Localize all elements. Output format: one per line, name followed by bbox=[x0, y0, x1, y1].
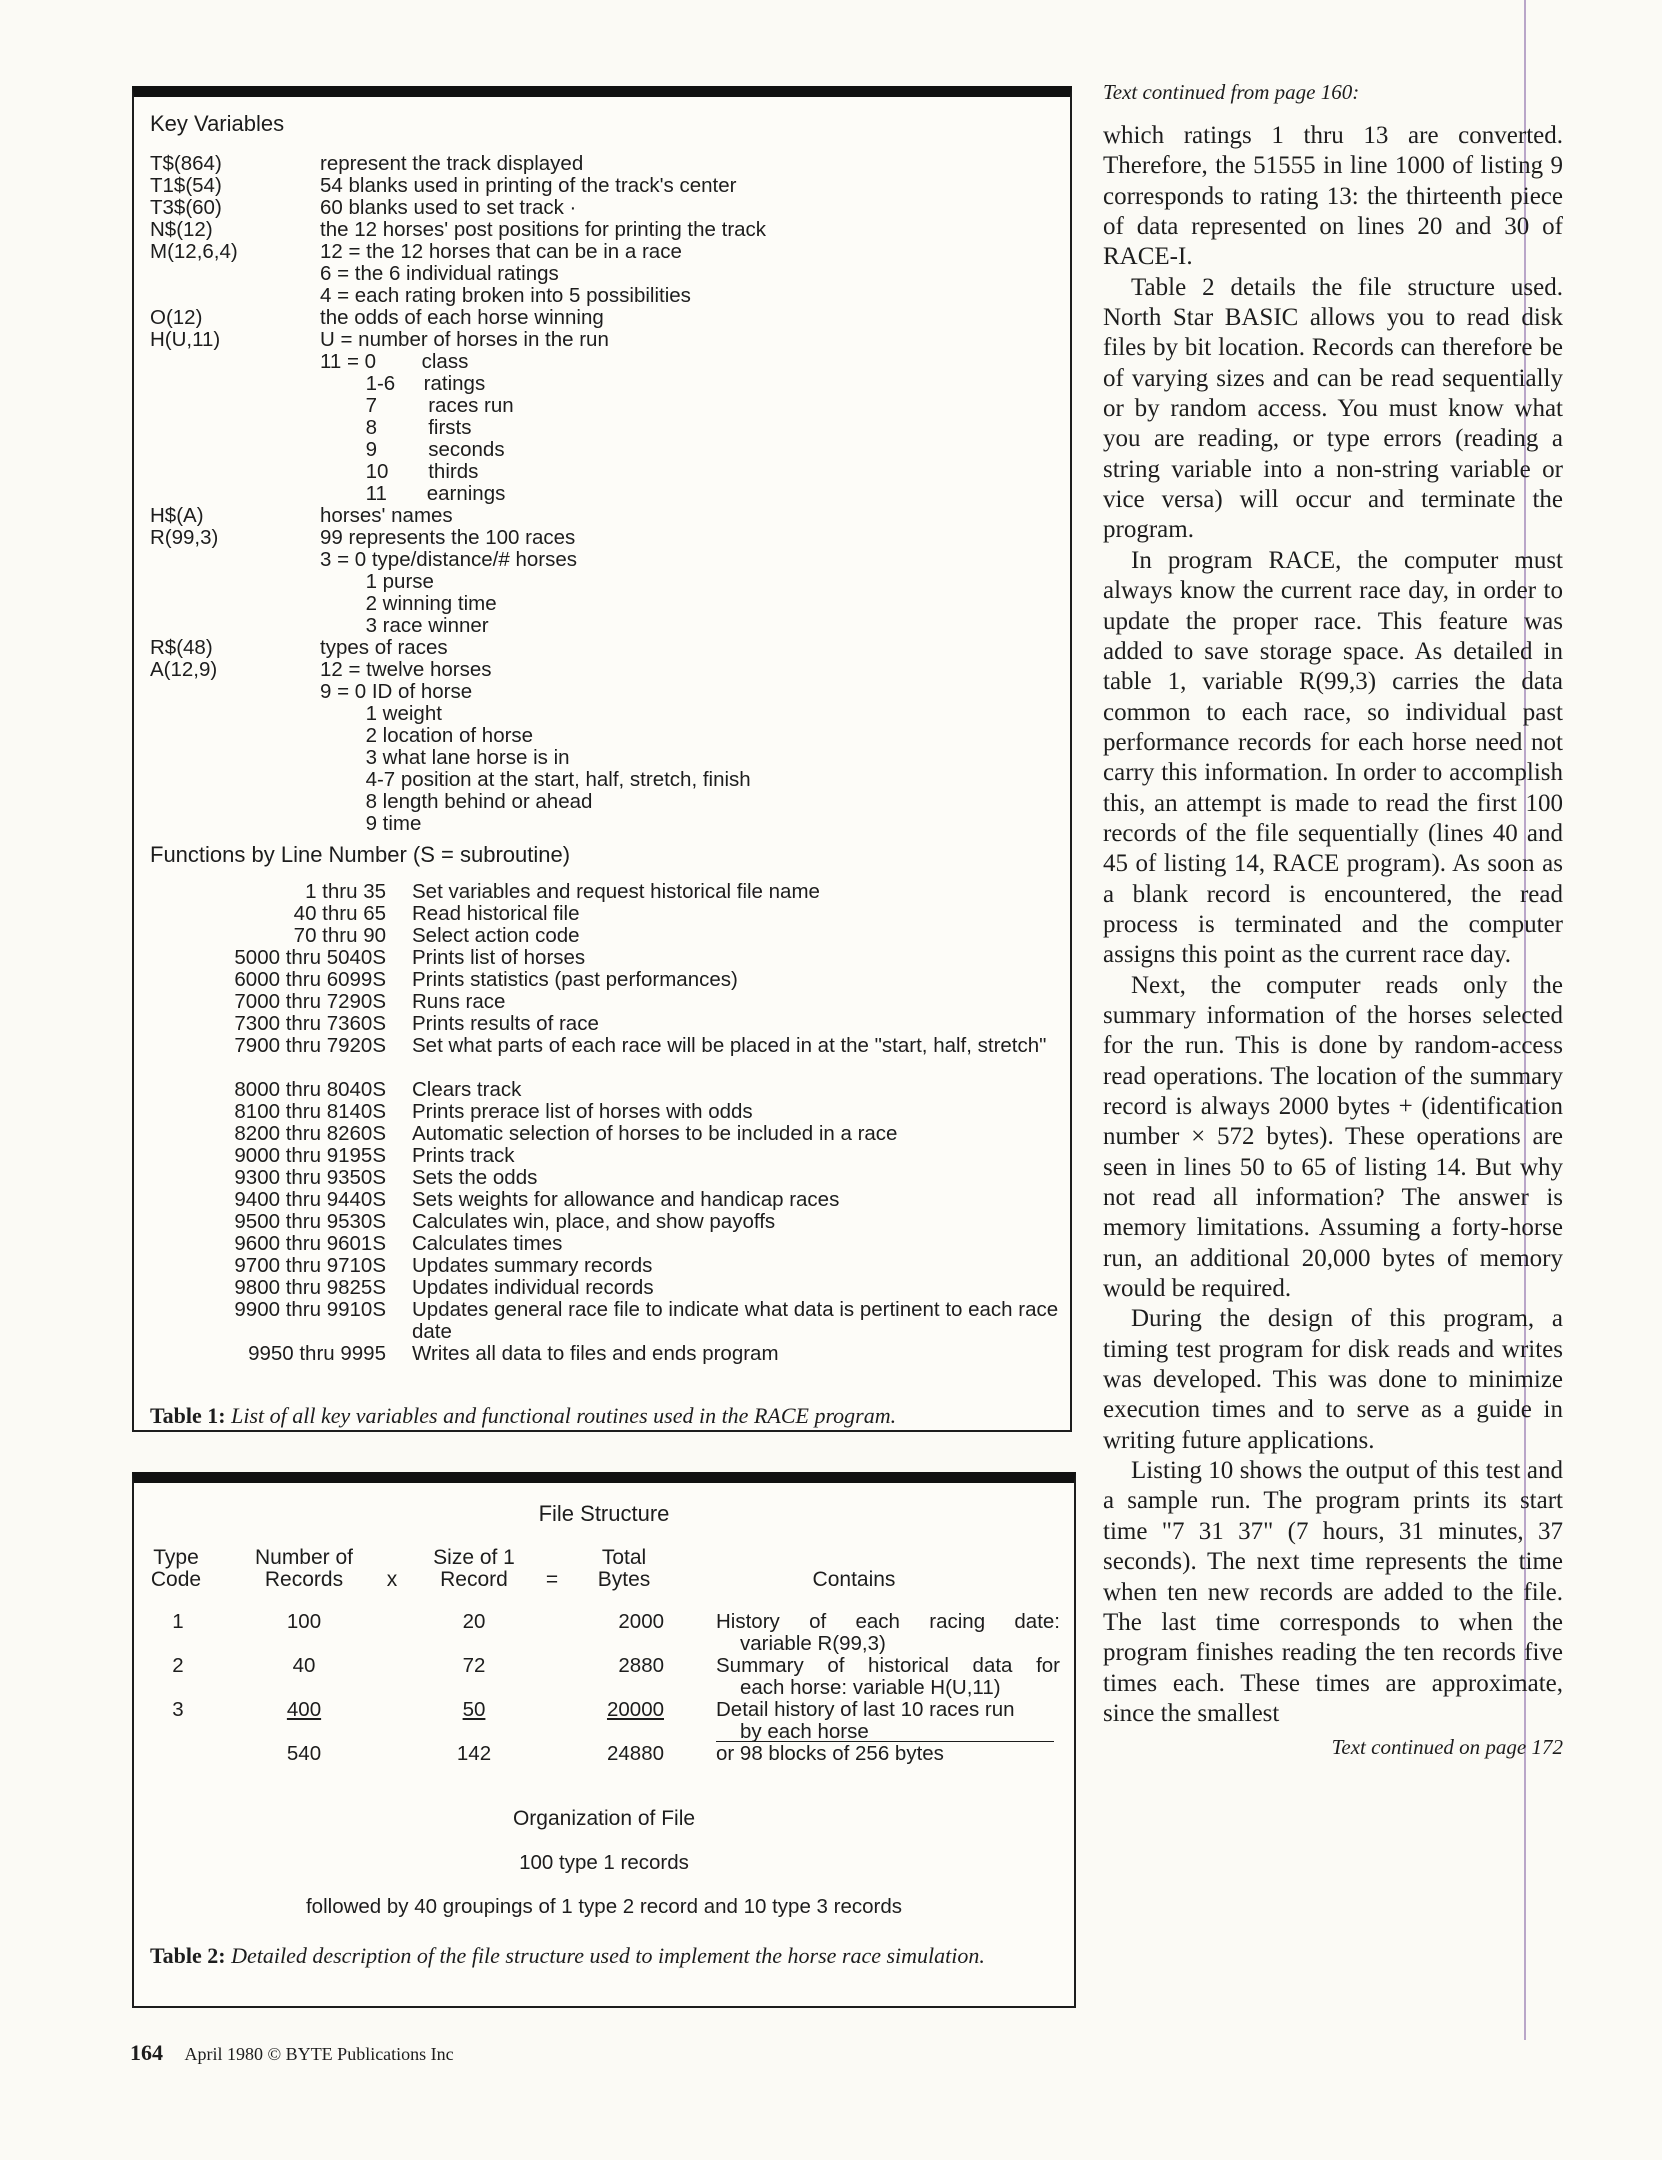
function-description: Prints prerace list of horses with odds bbox=[412, 1100, 753, 1123]
row3-records: 400 bbox=[286, 1698, 322, 1721]
key-variable-name: T$(864) bbox=[150, 152, 222, 175]
continued-from: Text continued from page 160: bbox=[1103, 80, 1360, 104]
table-2-caption-label: Table 2: bbox=[150, 1943, 226, 1968]
key-variable-desc: 2 location of horse bbox=[320, 724, 534, 747]
totals-total: 24880 bbox=[606, 1742, 664, 1765]
header-number-of-records: Number of Records bbox=[254, 1546, 354, 1591]
function-line-range: 9950 thru 9995 bbox=[248, 1342, 386, 1365]
row1-contains: History of each racing date: variable R(99,3) bbox=[716, 1610, 1060, 1655]
function-line-range: 9300 thru 9350S bbox=[234, 1166, 386, 1189]
key-variable-desc: 3 race winner bbox=[320, 614, 489, 637]
header-times: x bbox=[386, 1568, 398, 1591]
row1-records: 100 bbox=[286, 1610, 322, 1633]
functions-title: Functions by Line Number (S = subroutine) bbox=[150, 842, 571, 867]
row3-contains: Detail history of last 10 races run by each horse bbox=[716, 1698, 1015, 1743]
function-description: Prints results of race bbox=[412, 1012, 599, 1035]
key-variable-name: T3$(60) bbox=[150, 196, 222, 219]
key-variable-desc: 9 = 0 ID of horse bbox=[320, 680, 473, 703]
row3-total: 20000 bbox=[606, 1698, 664, 1721]
key-variable-desc: U = number of horses in the run bbox=[320, 328, 609, 351]
organization-line-1: 100 type 1 records bbox=[519, 1851, 689, 1874]
key-variable-desc: 12 = the 12 horses that can be in a race bbox=[320, 240, 682, 263]
header-type-code: Type Code bbox=[150, 1546, 202, 1591]
function-line-range: 5000 thru 5040S bbox=[234, 946, 386, 969]
header-equals: = bbox=[545, 1568, 559, 1591]
function-line-range: 9500 thru 9530S bbox=[234, 1210, 386, 1233]
key-variable-desc: 54 blanks used in printing of the track's center bbox=[320, 174, 737, 197]
totals-records: 540 bbox=[286, 1742, 322, 1765]
article-paragraph: which ratings 1 thru 13 are converted. Therefore, the 51555 in line 1000 of listing 9 corresponds to rating 13: the thirteenth piece of data represented on lines 20 and 30 of RACE-I. bbox=[1103, 122, 1563, 271]
key-variable-desc: horses' names bbox=[320, 504, 453, 527]
key-variable-desc: 11 = 0 class bbox=[320, 350, 469, 373]
key-variable-name: R$(48) bbox=[150, 636, 213, 659]
key-variable-desc: 10 thirds bbox=[320, 460, 479, 483]
header-contains: Contains bbox=[812, 1568, 896, 1591]
article-paragraph: Next, the computer reads only the summary information of the horses selected for the run. This is done by random-access read operations. The location of the summary record is always 2000 bytes + (identification number × 572 bytes). These operations are seen in lines 50 to 65 of listing 14. But why not read all information? The answer is memory limitations. Assuming a forty-horse run, an additional 20,000 bytes of memory would be required. bbox=[1103, 971, 1563, 1303]
function-line-range: 9600 thru 9601S bbox=[234, 1232, 386, 1255]
function-line-range: 9700 thru 9710S bbox=[234, 1254, 386, 1277]
continued-on: Text continued on page 172 bbox=[1331, 1735, 1563, 1760]
organization-title: Organization of File bbox=[512, 1807, 696, 1830]
key-variable-desc: 1 weight bbox=[320, 702, 442, 725]
function-line-range: 8000 thru 8040S bbox=[234, 1078, 386, 1101]
header-total-bytes: Total Bytes bbox=[597, 1546, 651, 1591]
table-1-box bbox=[132, 86, 1072, 1432]
function-description: Select action code bbox=[412, 924, 580, 947]
function-description: Sets the odds bbox=[412, 1166, 538, 1189]
function-line-range: 8100 thru 8140S bbox=[234, 1100, 386, 1123]
row2-total: 2880 bbox=[618, 1654, 664, 1677]
function-line-range: 9000 thru 9195S bbox=[234, 1144, 386, 1167]
function-description: Updates general race file to indicate what data is pertinent to each race date bbox=[412, 1298, 1059, 1343]
key-variable-desc: types of races bbox=[320, 636, 448, 659]
key-variable-desc: 60 blanks used to set track · bbox=[320, 196, 577, 219]
function-line-range: 9900 thru 9910S bbox=[234, 1298, 386, 1321]
totals-contains: or 98 blocks of 256 bytes bbox=[716, 1742, 944, 1765]
key-variable-desc: 2 winning time bbox=[320, 592, 497, 615]
article-paragraph: In program RACE, the computer must always know the current race day, in order to update the proper race. This feature was added to save storage space. As detailed in table 1, variable R(99,3) carries the data common to each race, so individual past performance records for each horse need not carry this information. In order to accomplish this, an attempt is made to read the first 100 records of the file sequentially (lines 40 and 45 of listing 14, RACE program). As soon as a blank record is encountered, the read process is terminated and the computer assigns this point as the current race day. bbox=[1103, 546, 1563, 969]
key-variable-desc: 9 seconds bbox=[320, 438, 505, 461]
key-variable-name: O(12) bbox=[150, 306, 203, 329]
article-paragraph: Table 2 details the file structure used. North Star BASIC allows you to read disk files by bit location. Records can therefore be of varying sizes and can be read sequentially or by random access. You must know what you are reading, or type errors (reading a string variable into a non-string variable or vice versa) will occur and terminate the program. bbox=[1103, 273, 1563, 544]
key-variable-desc: 4 = each rating broken into 5 possibilities bbox=[320, 284, 691, 307]
key-variable-desc: 6 = the 6 individual ratings bbox=[320, 262, 559, 285]
function-description: Set variables and request historical file name bbox=[412, 880, 820, 903]
function-description: Calculates times bbox=[412, 1232, 563, 1255]
key-variable-desc: 7 races run bbox=[320, 394, 514, 417]
function-description: Clears track bbox=[412, 1078, 522, 1101]
page-number: 164 bbox=[130, 2040, 163, 2065]
function-description: Updates individual records bbox=[412, 1276, 654, 1299]
table-1-caption bbox=[150, 1401, 1060, 1430]
table-2-caption-text: Detailed description of the file structure used to implement the horse race simulation. bbox=[231, 1943, 985, 1968]
key-variable-desc: 11 earnings bbox=[320, 482, 506, 505]
function-description: Automatic selection of horses to be included in a race bbox=[412, 1122, 898, 1145]
page-footer bbox=[130, 2040, 454, 2066]
function-line-range: 7300 thru 7360S bbox=[234, 1012, 386, 1035]
header-size-of-record: Size of 1 Record bbox=[433, 1546, 515, 1591]
key-variable-desc: the odds of each horse winning bbox=[320, 306, 604, 329]
key-variable-desc: 8 firsts bbox=[320, 416, 472, 439]
key-variable-desc: 9 time bbox=[320, 812, 422, 835]
table-1-caption-label: Table 1: bbox=[150, 1403, 226, 1428]
row3-type: 3 bbox=[172, 1698, 184, 1721]
table-2-box bbox=[132, 1472, 1076, 2008]
function-line-range: 6000 thru 6099S bbox=[234, 968, 386, 991]
function-description: Prints track bbox=[412, 1144, 515, 1167]
function-line-range: 1 thru 35 bbox=[305, 880, 386, 903]
key-variable-name: N$(12) bbox=[150, 218, 213, 241]
row2-type: 2 bbox=[172, 1654, 184, 1677]
key-variable-name: T1$(54) bbox=[150, 174, 222, 197]
footer-imprint: April 1980 © BYTE Publications Inc bbox=[184, 2044, 454, 2064]
key-variable-name: R(99,3) bbox=[150, 526, 219, 549]
key-variable-desc: represent the track displayed bbox=[320, 152, 584, 175]
function-line-range: 8200 thru 8260S bbox=[234, 1122, 386, 1145]
key-variable-desc: 1 purse bbox=[320, 570, 434, 593]
key-variable-desc: 3 what lane horse is in bbox=[320, 746, 570, 769]
function-description: Updates summary records bbox=[412, 1254, 653, 1277]
function-line-range: 7900 thru 7920S bbox=[234, 1034, 386, 1057]
key-variable-name: H(U,11) bbox=[150, 328, 221, 351]
row3-size: 50 bbox=[462, 1698, 486, 1721]
function-description: Writes all data to files and ends program bbox=[412, 1342, 779, 1365]
key-variable-desc: 99 represents the 100 races bbox=[320, 526, 576, 549]
function-description: Runs race bbox=[412, 990, 506, 1013]
table-2-caption bbox=[150, 1941, 1060, 1970]
function-description: Prints list of horses bbox=[412, 946, 586, 969]
key-variable-desc: 3 = 0 type/distance/# horses bbox=[320, 548, 577, 571]
organization-line-2: followed by 40 groupings of 1 type 2 record and 10 type 3 records bbox=[305, 1895, 902, 1918]
function-line-range: 9800 thru 9825S bbox=[234, 1276, 386, 1299]
row1-size: 20 bbox=[462, 1610, 486, 1633]
article-paragraph: Listing 10 shows the output of this test and a sample run. The program prints its start time "7 31 37" (7 hours, 31 minutes, 37 seconds). The next time represents the time when ten new records are added to the file. The last time corresponds to when the program finishes reading the ten records five times each. These times are approximate, since the smallest bbox=[1103, 1457, 1563, 1727]
key-variable-name: M(12,6,4) bbox=[150, 240, 238, 263]
function-line-range: 7000 thru 7290S bbox=[234, 990, 386, 1013]
key-variable-desc: the 12 horses' post positions for printing the track bbox=[320, 218, 767, 241]
key-variable-desc: 8 length behind or ahead bbox=[320, 790, 593, 813]
key-variable-name: H$(A) bbox=[150, 504, 204, 527]
row2-size: 72 bbox=[462, 1654, 486, 1677]
function-description: Prints statistics (past performances) bbox=[412, 968, 738, 991]
key-variable-desc: 1-6 ratings bbox=[320, 372, 486, 395]
article-column bbox=[1103, 80, 1563, 1760]
key-variable-desc: 4-7 position at the start, half, stretch, finish bbox=[320, 768, 751, 791]
function-description: Read historical file bbox=[412, 902, 580, 925]
article-paragraph: During the design of this program, a timing test program for disk reads and writes was developed. This was done to minimize execution times and to serve as a guide in writing future applications. bbox=[1103, 1305, 1563, 1454]
row2-contains: Summary of historical data for each horse: variable H(U,11) bbox=[716, 1654, 1060, 1699]
table-1-caption-text: List of all key variables and functional routines used in the RACE program. bbox=[231, 1403, 897, 1428]
function-description: Set what parts of each race will be placed in at the "start, half, stretch" bbox=[412, 1034, 1047, 1057]
function-description: Sets weights for allowance and handicap races bbox=[412, 1188, 840, 1211]
key-variable-desc: 12 = twelve horses bbox=[320, 658, 492, 681]
function-line-range: 9400 thru 9440S bbox=[234, 1188, 386, 1211]
key-variables-title: Key Variables bbox=[150, 111, 285, 136]
totals-size: 142 bbox=[456, 1742, 492, 1765]
row2-records: 40 bbox=[292, 1654, 316, 1677]
file-structure-title: File Structure bbox=[538, 1501, 670, 1526]
row1-type: 1 bbox=[172, 1610, 184, 1633]
function-line-range: 70 thru 90 bbox=[293, 924, 386, 947]
function-line-range: 40 thru 65 bbox=[293, 902, 386, 925]
row1-total: 2000 bbox=[618, 1610, 664, 1633]
function-description: Calculates win, place, and show payoffs bbox=[412, 1210, 776, 1233]
key-variable-name: A(12,9) bbox=[150, 658, 218, 681]
